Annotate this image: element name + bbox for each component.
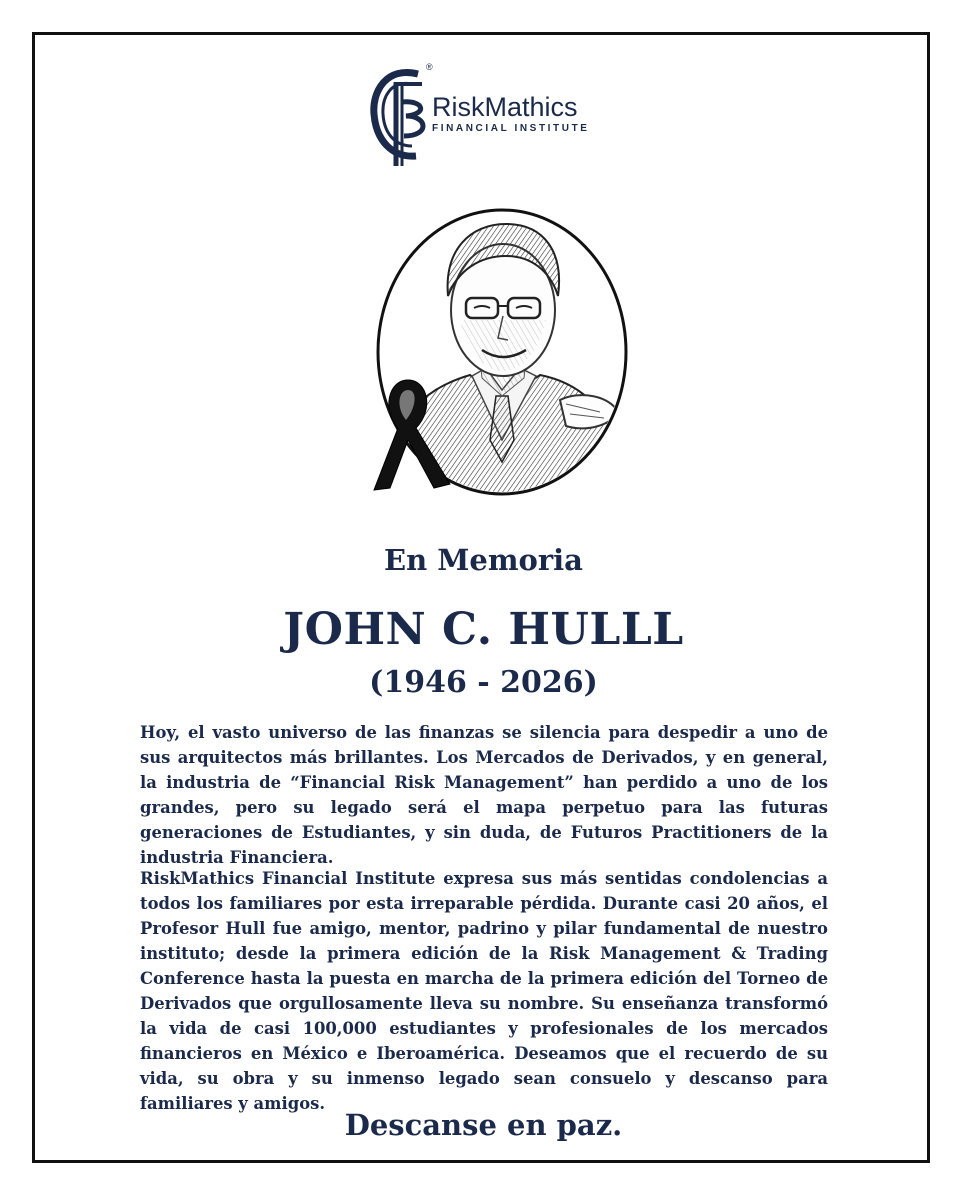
logo-subtitle: FINANCIAL INSTITUTE	[432, 123, 590, 134]
closing-line: Descanse en paz.	[344, 1108, 623, 1142]
tribute-paragraph-2: RiskMathics Financial Institute expresa sus más sentidas condolencias a todos los familiares por esta irreparable pérdida. Durante casi 20 años, el Profesor Hull fue amigo, mentor, padrino y pilar fundamental de nuestro instituto; desde la primera edición de la Risk Management & Trading Conference hasta la puesta en marcha de la primera edición del Torneo de Derivados que orgullosamente lleva su nombre. Su enseñanza transformó la vida de casi 100,000 estudiantes y profesionales de los mercados financieros en México e Iberoamérica. Deseamos que el recuerdo de su vida, su obra y su inmenso legado sean consuelo y descanso para familiares y amigos.	[140, 869, 828, 1113]
tribute-paragraph-1: Hoy, el vasto universo de las finanzas se silencia para despedir a uno de sus arquitectos más brillantes. Los Mercados de Derivados, y en general, la industria de “Financial Risk Management” han perdido a uno de los grandes, pero su legado será el mapa perpetuo para las futuras generaciones de Estudiantes, y sin duda, de Futuros Practitioners de la industria Financiera.	[140, 723, 828, 867]
rmfi-monogram-icon	[366, 62, 430, 172]
logo	[366, 62, 606, 172]
registered-mark: ®	[426, 62, 433, 72]
memoria-heading: En Memoria	[384, 543, 583, 577]
mourning-ribbon-icon	[368, 370, 458, 520]
logo-name: RiskMathics	[432, 92, 578, 122]
logo-text	[432, 92, 590, 134]
honoree-years: (1946 - 2026)	[369, 665, 598, 700]
portrait	[360, 200, 640, 520]
honoree-name: JOHN C. HULLL	[283, 604, 684, 655]
